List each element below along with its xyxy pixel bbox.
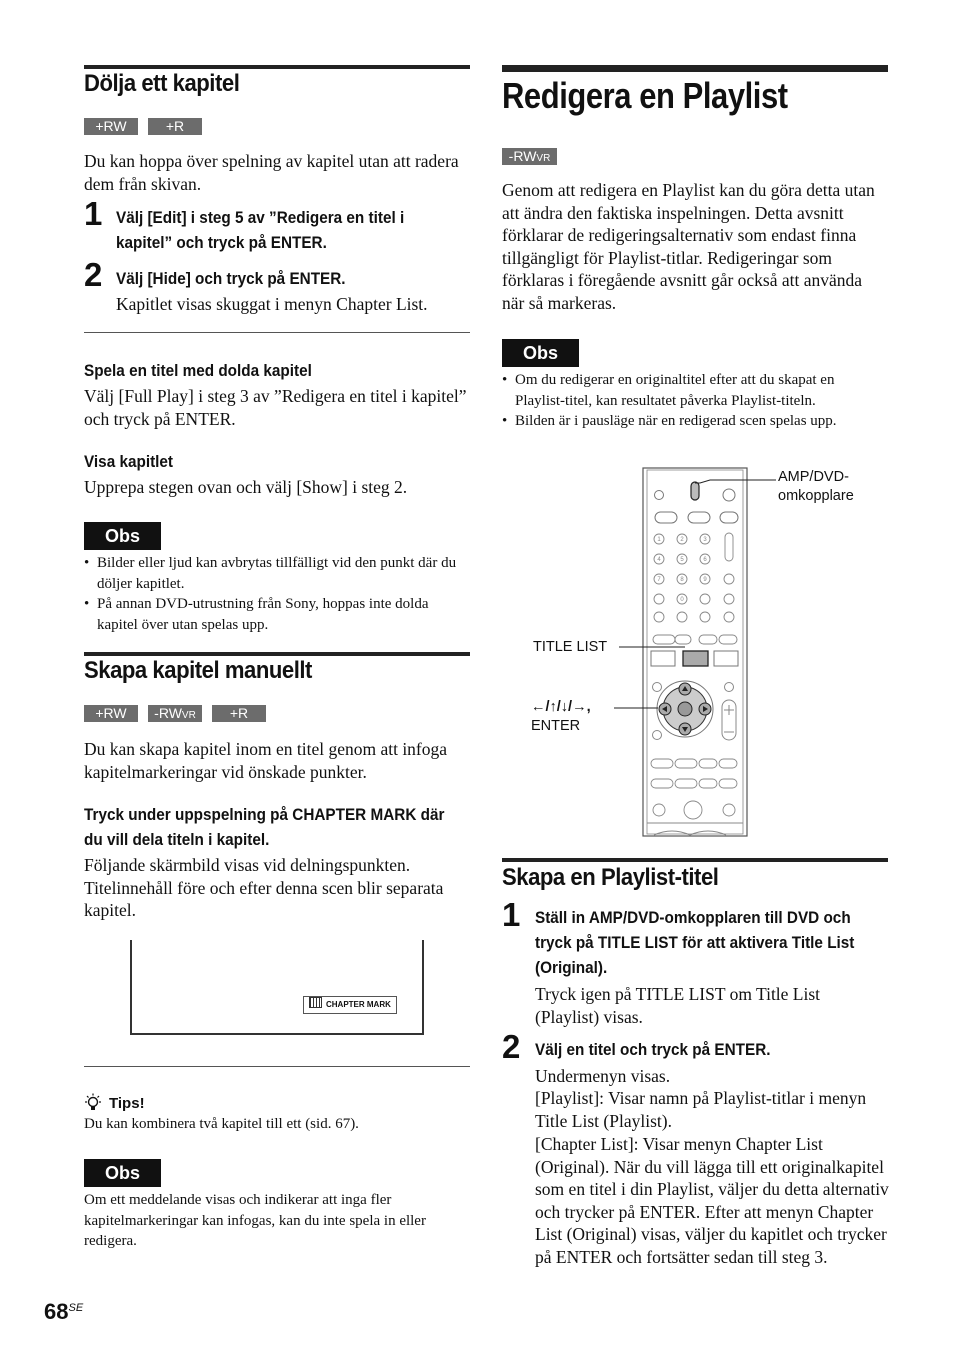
disc-badge-plus-rw: +RW: [84, 118, 138, 135]
subheading-play-hidden: Spela en titel med dolda kapitel: [84, 361, 312, 380]
remote-control-illustration: [642, 467, 748, 837]
chapter-mark-label: CHAPTER MARK: [326, 1000, 391, 1009]
step-number-2: 2: [502, 1028, 521, 1065]
step-2-detail-1: Undermenyn visas.: [535, 1066, 671, 1086]
svg-text:7: 7: [657, 577, 661, 583]
obs-label: Obs: [84, 1159, 161, 1187]
step-1-detail: Tryck igen på TITLE LIST om Title List (Playlist) visas.: [535, 984, 821, 1027]
svg-text:4: 4: [657, 557, 661, 563]
note-item: • Om du redigerar en originaltitel efter att du skapat en Playlist-titel, kan resultatet påverka Playlist-titeln.: [502, 370, 888, 411]
notes-list: [502, 370, 888, 432]
section-rule: [84, 65, 470, 69]
chapter-mark-icon: [309, 997, 322, 1008]
label-enter: ENTER: [531, 718, 581, 734]
remote-control-drawing: [642, 467, 748, 837]
chapter-mark-indicator: [303, 996, 397, 1014]
section-title-hide-chapter: Dölja ett kapitel: [84, 70, 240, 97]
divider: [84, 1066, 470, 1067]
note-item: • Bilder eller ljud kan avbrytas tillfälligt vid den punkt där du döljer kapitlet.: [84, 553, 470, 594]
svg-text:3: 3: [703, 537, 707, 543]
page-number-value: 68: [44, 1299, 69, 1324]
svg-text:0: 0: [680, 597, 684, 603]
obs-text: Om ett meddelande visas och indikerar att inga fler kapitelmarkeringar kan infogas, kan du inte spela in eller redigera.: [84, 1192, 426, 1249]
label-title-list: TITLE LIST: [533, 639, 608, 655]
tips-text: Du kan kombinera två kapitel till ett (sid. 67).: [84, 1116, 359, 1132]
tips-label: Tips!: [109, 1095, 145, 1112]
subheading-play-hidden-text: Välj [Full Play] i steg 3 av ”Redigera en titel i kapitel” och tryck på ENTER.: [84, 386, 467, 429]
notes-list: [84, 553, 470, 635]
section-rule: [84, 652, 470, 656]
section-title-manual-chapter: Skapa kapitel manuellt: [84, 657, 312, 684]
note-item: • Bilden är i pausläge när en redigerad scen spelas upp.: [502, 411, 888, 432]
disc-badge-plus-r: +R: [212, 705, 266, 722]
step-2-text: Välj en titel och tryck på ENTER.: [535, 1040, 771, 1059]
step-number-2: 2: [84, 256, 103, 293]
disc-badge-minus-rw-vr: -RWVR: [148, 705, 202, 722]
note-item: • På annan DVD-utrustning från Sony, hoppas inte dolda kapitel över utan spelas upp.: [84, 594, 470, 635]
label-amp-dvd-switch: AMP/DVD- omkopplare: [778, 469, 854, 504]
page-number: [44, 1299, 83, 1325]
svg-text:8: 8: [680, 577, 684, 583]
step-2-detail: Kapitlet visas skuggat i menyn Chapter List.: [116, 294, 428, 314]
divider: [84, 332, 470, 333]
detail-text: Följande skärmbild visas vid delningspunkten. Titelinnehåll före och efter denna scen blir separata kapitel.: [84, 855, 444, 920]
disc-badge-minus-rw-vr: -RWVR: [502, 148, 557, 165]
svg-text:6: 6: [703, 557, 707, 563]
step-1-text: Ställ in AMP/DVD-omkopplaren till DVD och tryck på TITLE LIST för att aktivera Title List (Original).: [535, 908, 855, 977]
svg-text:5: 5: [680, 557, 684, 563]
section-rule: [502, 65, 888, 72]
subheading-show-chapter: Visa kapitlet: [84, 452, 174, 471]
svg-text:1: 1: [657, 537, 661, 543]
instruction-text: Tryck under uppspelning på CHAPTER MARK där du vill dela titeln i kapitel.: [84, 805, 445, 849]
intro-text: Du kan skapa kapitel inom en titel genom att infoga kapitelmarkeringar vid önskade punkter.: [84, 739, 448, 782]
svg-text:2: 2: [680, 537, 684, 543]
disc-badge-plus-rw: +RW: [84, 705, 138, 722]
intro-text: Genom att redigera en Playlist kan du göra detta utan att ändra den faktiska inspelningen. Detta avsnitt förklarar de redigeringsalternativ som endast finna tillgängligt för Playlist-titlar. Redigeringar som förklaras i föregående avsnitt går också att använda när så markeras.: [502, 180, 875, 313]
disc-badge-plus-r: +R: [148, 118, 202, 135]
screen-illustration: [130, 940, 424, 1035]
step-2-detail-3: [Chapter List]: Visar menyn Chapter List (Original). När du vill lägga till ett originalkapitel som en titel i din Playlist, väljer du detta alternativ och trycker på ENTER. Efter att menyn Chapter List (Original) visas, väljer du kapitlet och trycker på ENTER och fortsätter sedan till steg 3.: [535, 1134, 889, 1267]
section-rule: [502, 858, 888, 862]
step-2-detail-2: [Playlist]: Visar namn på Playlist-titlar i menyn Title List (Playlist).: [535, 1088, 867, 1131]
step-1-text: Välj [Edit] i steg 5 av ”Redigera en titel i kapitel” och tryck på ENTER.: [116, 208, 405, 252]
subheading-show-chapter-text: Upprepa stegen ovan och välj [Show] i steg 2.: [84, 477, 408, 497]
section-title-edit-playlist: Redigera en Playlist: [502, 75, 788, 116]
step-number-1: 1: [84, 195, 103, 232]
section-title-create-playlist: Skapa en Playlist-titel: [502, 864, 719, 891]
lightbulb-icon: [84, 1093, 102, 1113]
label-arrow-keys: ←/↑/↓/→,: [531, 699, 591, 715]
obs-label: Obs: [84, 522, 161, 550]
page-number-suffix: SE: [68, 1302, 84, 1314]
intro-text: Du kan hoppa över spelning av kapitel utan att radera dem från skivan.: [84, 151, 459, 194]
obs-label: Obs: [502, 339, 579, 367]
svg-text:9: 9: [703, 577, 707, 583]
step-2-text: Välj [Hide] och tryck på ENTER.: [116, 269, 346, 288]
step-number-1: 1: [502, 896, 521, 933]
